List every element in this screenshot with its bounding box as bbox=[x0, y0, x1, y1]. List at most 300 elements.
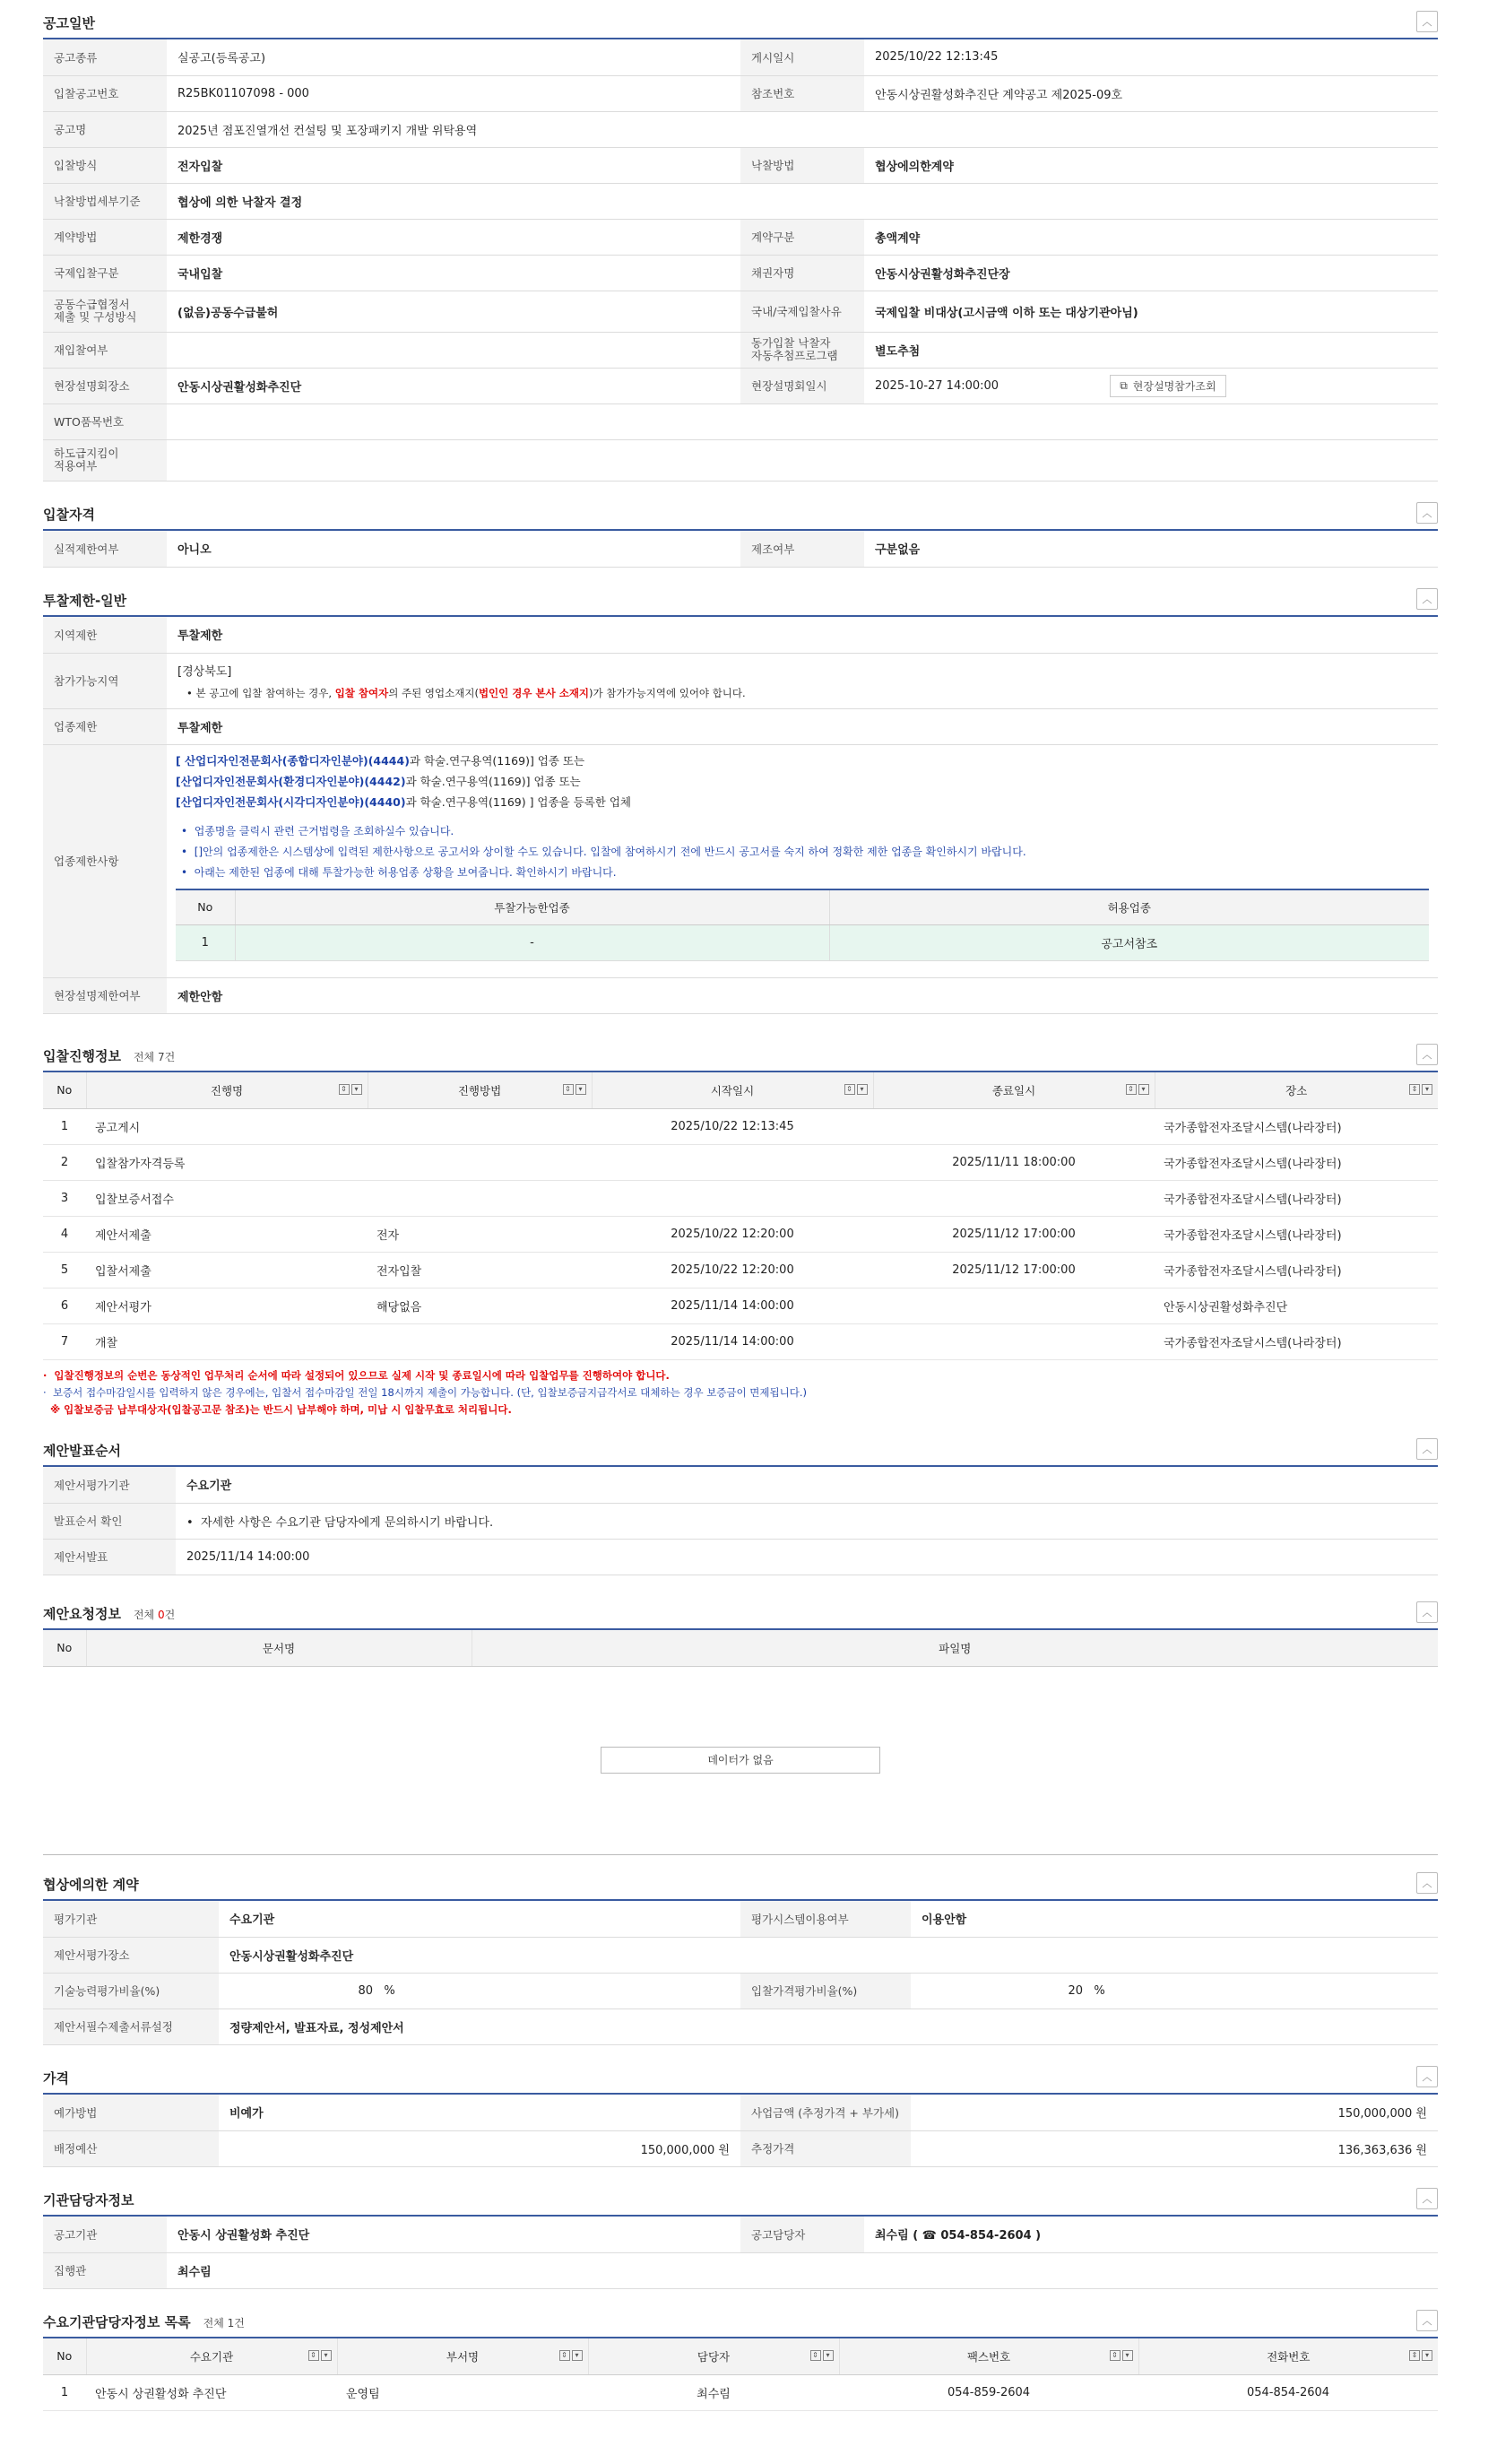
chevron-up-icon[interactable]: ︿ bbox=[1416, 1601, 1438, 1623]
sort-icon[interactable] bbox=[1409, 2350, 1432, 2361]
industry-link-1[interactable]: [ 산업디자인전문회사(종합디자인분야)(4444) bbox=[176, 753, 410, 768]
table-cell bbox=[368, 1108, 592, 1144]
column-header: No bbox=[43, 1630, 86, 1666]
label: 입찰공고번호 bbox=[43, 75, 167, 111]
table-cell: 2025/11/14 14:00:00 bbox=[592, 1288, 873, 1323]
column-header-label: 장소 bbox=[1285, 1083, 1308, 1098]
label: 제안서평가기관 bbox=[43, 1467, 176, 1503]
section-title-text: 수요기관담당자정보 목록 bbox=[43, 2314, 191, 2330]
value: 이용안함 bbox=[911, 1901, 1438, 1937]
column-header[interactable] bbox=[337, 2338, 588, 2374]
value: 수요기관 bbox=[176, 1467, 1438, 1503]
table-cell: 054-859-2604 bbox=[839, 2374, 1138, 2410]
industry-link-2[interactable]: [산업디자인전문회사(환경디자인분야)(4442) bbox=[176, 774, 406, 788]
column-header: 투찰가능한업종 bbox=[235, 889, 829, 925]
column-header-label: 팩스번호 bbox=[966, 2349, 1011, 2364]
column-header-label: 종료일시 bbox=[991, 1083, 1036, 1098]
column-header[interactable] bbox=[873, 1072, 1155, 1108]
record-count bbox=[134, 1609, 175, 1621]
label: 낙찰방법 bbox=[740, 147, 864, 183]
column-header-label: 전화번호 bbox=[1267, 2349, 1311, 2364]
column-header[interactable] bbox=[1138, 2338, 1438, 2374]
count-number: 0 bbox=[157, 1609, 165, 1621]
count-prefix: 전체 bbox=[133, 1609, 158, 1621]
filter-dropdown-icon[interactable]: ▾ bbox=[1422, 1084, 1432, 1095]
record-count: 전체 1건 bbox=[203, 2317, 245, 2330]
label: 참가가능지역 bbox=[43, 653, 167, 708]
column-header[interactable] bbox=[86, 2338, 337, 2374]
area-note bbox=[177, 686, 1427, 700]
section-title: 공고일반 bbox=[43, 15, 95, 31]
value: 2025/11/14 14:00:00 bbox=[176, 1539, 1438, 1575]
sort-icon[interactable] bbox=[559, 2350, 583, 2361]
sort-icon[interactable] bbox=[1409, 1084, 1432, 1095]
table-cell: 7 bbox=[43, 1323, 86, 1359]
value: 2025/10/22 12:13:45 bbox=[864, 39, 1438, 75]
column-header-label: 진행명 bbox=[210, 1083, 244, 1098]
table-cell bbox=[368, 1323, 592, 1359]
table-cell: 5 bbox=[43, 1252, 86, 1288]
sort-asc-icon[interactable]: ⇕ bbox=[1409, 1084, 1420, 1095]
note-item: · 보증서 접수마감일시를 입력하지 않은 경우에는, 입찰서 접수마감일 전일 18시까지 제출이 가능합니다. (단, 입찰보증금지급각서로 대체하는 경우 보증금이 면제됩니다.) bbox=[43, 1385, 807, 1399]
column-header bbox=[43, 1072, 86, 1108]
section-contact bbox=[43, 2188, 1438, 2289]
note-text: 보증서 접수마감일시를 입력하지 않은 경우에는, 입찰서 접수마감일 전일 18시까지 제출이 가능합니다. (단, 입찰보증금지급각서로 대체하는 경우 보증금이 면제됩니다.) bbox=[52, 1385, 807, 1399]
value bbox=[167, 653, 1438, 708]
table-cell: 6 bbox=[43, 1288, 86, 1323]
table-cell: 1 bbox=[43, 1108, 86, 1144]
chevron-up-icon[interactable]: ︿ bbox=[1416, 11, 1438, 32]
section-general bbox=[43, 11, 1438, 482]
external-link-icon: ⧉ bbox=[1120, 378, 1128, 392]
filter-dropdown-icon[interactable]: ▾ bbox=[857, 1084, 868, 1095]
filter-dropdown-icon[interactable]: ▾ bbox=[575, 1084, 586, 1095]
column-header: No bbox=[176, 889, 235, 925]
section-title: 기관담당자정보 bbox=[43, 2192, 134, 2208]
table-row bbox=[43, 1216, 1438, 1252]
value: 구분없음 bbox=[864, 531, 1438, 567]
label: 국내/국제입찰사유 bbox=[740, 291, 864, 332]
chevron-up-icon[interactable]: ︿ bbox=[1416, 1872, 1438, 1894]
label: 공고기관 bbox=[43, 2217, 167, 2252]
label: WTO품목번호 bbox=[43, 403, 167, 439]
price-table bbox=[43, 2095, 1438, 2167]
label: 참조번호 bbox=[740, 75, 864, 111]
table-cell: 안동시 상권활성화 추진단 bbox=[86, 2374, 337, 2410]
value: 수요기관 bbox=[219, 1901, 740, 1937]
note-item: ※ 입찰보증금 납부대상자(입찰공고문 참조)는 반드시 납부해야 하며, 미납 시 입찰무효로 처리됩니다. bbox=[50, 1402, 512, 1416]
section-demand bbox=[43, 2310, 1438, 2411]
contact-table bbox=[43, 2217, 1438, 2289]
value: 비예가 bbox=[219, 2095, 740, 2130]
filter-dropdown-icon[interactable]: ▾ bbox=[351, 1084, 362, 1095]
label: 낙찰방법세부기준 bbox=[43, 183, 167, 219]
value: 안동시상권활성화추진단 계약공고 제2025-09호 bbox=[864, 75, 1438, 111]
value bbox=[864, 368, 1438, 403]
column-header bbox=[43, 2338, 86, 2374]
section-title: 협상에의한 계약 bbox=[43, 1877, 139, 1893]
table-cell: 최수림 bbox=[588, 2374, 839, 2410]
label: 공동수급협정서 제출 및 구성방식 bbox=[43, 291, 167, 332]
section-title-text: 제안요청정보 bbox=[43, 1606, 121, 1622]
table-cell: 2025/11/11 18:00:00 bbox=[873, 1144, 1155, 1180]
count-suffix: 건 bbox=[164, 1609, 176, 1621]
cell: 1 bbox=[176, 925, 235, 961]
note-item: • 업종명을 클릭시 관련 근거법령을 조회하실수 있습니다. bbox=[181, 824, 454, 837]
column-header-label: 담당자 bbox=[697, 2349, 731, 2364]
value: 136,363,636 원 bbox=[911, 2130, 1438, 2166]
chevron-up-icon[interactable]: ︿ bbox=[1416, 1438, 1438, 1460]
table-cell bbox=[592, 1144, 873, 1180]
record-count: 전체 7건 bbox=[133, 1051, 176, 1063]
value bbox=[911, 1973, 1438, 2009]
section-price bbox=[43, 2066, 1438, 2167]
section-title: 투찰제한-일반 bbox=[43, 593, 127, 609]
column-header-label: 진행방법 bbox=[457, 1083, 502, 1098]
no-data-message: 데이터가 없음 bbox=[601, 1747, 880, 1774]
bid-limit-table bbox=[43, 617, 1438, 1014]
area-note-4: 법인인 경우 본사 소재지 bbox=[478, 686, 590, 699]
note-text: 입찰진행정보의 순번은 동상적인 업무처리 순서에 따라 설정되어 있으므로 실제 시작 및 종료일시에 따라 입찰업무를 진행하여야 합니다. bbox=[54, 1368, 670, 1382]
sort-asc-icon[interactable]: ⇕ bbox=[1409, 2350, 1420, 2361]
allowed-industry-table bbox=[176, 889, 1429, 962]
section-title-text: 입찰진행정보 bbox=[43, 1048, 121, 1064]
column-header[interactable] bbox=[1155, 1072, 1438, 1108]
table-cell: 2025/11/12 17:00:00 bbox=[873, 1252, 1155, 1288]
label: 채권자명 bbox=[740, 255, 864, 291]
column-header: 허용업종 bbox=[829, 889, 1429, 925]
label: 공고담당자 bbox=[740, 2217, 864, 2252]
negotiation-table bbox=[43, 1901, 1438, 2045]
table-cell bbox=[592, 1180, 873, 1216]
value: 국제입찰 비대상(고시금액 이하 또는 대상기관아님) bbox=[864, 291, 1438, 332]
section-title: 제안발표순서 bbox=[43, 1443, 121, 1459]
label: 제안서발표 bbox=[43, 1539, 176, 1575]
table-cell: 전자 bbox=[368, 1216, 592, 1252]
column-header[interactable] bbox=[839, 2338, 1138, 2374]
label: 추정가격 bbox=[740, 2130, 911, 2166]
section-title bbox=[43, 1604, 175, 1623]
table-cell bbox=[368, 1180, 592, 1216]
section-qualification bbox=[43, 502, 1438, 568]
value bbox=[167, 403, 1438, 439]
tech-ratio: 80 bbox=[358, 1983, 373, 1998]
table-cell: 해당없음 bbox=[368, 1288, 592, 1323]
value bbox=[219, 1973, 740, 2009]
chevron-up-icon[interactable]: ︿ bbox=[1416, 2310, 1438, 2331]
value: 실공고(등록공고) bbox=[167, 39, 740, 75]
value: • 자세한 사항은 수요기관 담당자에게 문의하시기 바랍니다. bbox=[176, 1503, 1438, 1539]
table-row bbox=[43, 1252, 1438, 1288]
value: 150,000,000 원 bbox=[219, 2130, 740, 2166]
label: 사업금액 (추정가격 + 부가세) bbox=[740, 2095, 911, 2130]
section-title: 입찰자격 bbox=[43, 507, 95, 523]
label: 예가방법 bbox=[43, 2095, 219, 2130]
sort-asc-icon[interactable]: ⇕ bbox=[563, 1084, 574, 1095]
note-item: • []안의 업종제한은 시스템상에 입력된 제한사항으로 공고서와 상이할 수도 있습니다. 입찰에 참여하시기 전에 반드시 공고서를 숙지 하여 정확한 제한 업종을 확인하시기 바랍니다. bbox=[181, 845, 1026, 858]
table-cell: 제안서제출 bbox=[86, 1216, 368, 1252]
value: 안동시 상권활성화 추진단 bbox=[167, 2217, 740, 2252]
section-title: 가격 bbox=[43, 2070, 69, 2087]
chevron-up-icon[interactable]: ︿ bbox=[1416, 502, 1438, 524]
value: 아니오 bbox=[167, 531, 740, 567]
value bbox=[167, 332, 740, 368]
value: 최수림 ( ☎ 054-854-2604 ) bbox=[864, 2217, 1438, 2252]
value: 정량제안서, 발표자료, 정성제안서 bbox=[219, 2009, 1438, 2044]
chevron-up-icon[interactable]: ︿ bbox=[1416, 2188, 1438, 2209]
column-header[interactable] bbox=[368, 1072, 592, 1108]
section-header bbox=[43, 1872, 1438, 1899]
table-cell: 2025/10/22 12:13:45 bbox=[592, 1108, 873, 1144]
table-cell: 4 bbox=[43, 1216, 86, 1252]
value: 제한경쟁 bbox=[167, 219, 740, 255]
value: 투찰제한 bbox=[167, 708, 1438, 744]
value: (없음)공동수급불허 bbox=[167, 291, 740, 332]
label: 하도급지킴이 적용여부 bbox=[43, 439, 167, 481]
label: 공고명 bbox=[43, 111, 167, 147]
value: 협상에의한계약 bbox=[864, 147, 1438, 183]
unit: % bbox=[1094, 1983, 1105, 1998]
label: 입찰가격평가비율(%) bbox=[740, 1973, 911, 2009]
table-cell: 입찰서제출 bbox=[86, 1252, 368, 1288]
table-cell: 국가종합전자조달시스템(나라장터) bbox=[1155, 1216, 1438, 1252]
sort-asc-icon[interactable]: ⇕ bbox=[339, 1084, 350, 1095]
value: 최수림 bbox=[167, 2252, 1438, 2288]
table-cell: 운영팀 bbox=[337, 2374, 588, 2410]
label: 계약방법 bbox=[43, 219, 167, 255]
sort-asc-icon[interactable]: ⇕ bbox=[1126, 1084, 1137, 1095]
table-cell: 054-854-2604 bbox=[1138, 2374, 1438, 2410]
table-cell bbox=[873, 1108, 1155, 1144]
column-header-label: No bbox=[56, 1083, 73, 1098]
value: 투찰제한 bbox=[167, 617, 1438, 653]
label: 국제입찰구분 bbox=[43, 255, 167, 291]
industry-line-2-rest: 과 학술.연구용역(1169)] 업종 또는 bbox=[405, 774, 581, 788]
value: 별도추첨 bbox=[864, 332, 1438, 368]
sort-icon[interactable] bbox=[1126, 1084, 1149, 1095]
filter-dropdown-icon[interactable]: ▾ bbox=[1138, 1084, 1149, 1095]
section-header bbox=[43, 1601, 1438, 1628]
table-cell: 국가종합전자조달시스템(나라장터) bbox=[1155, 1108, 1438, 1144]
label: 재입찰여부 bbox=[43, 332, 167, 368]
value: 150,000,000 원 bbox=[911, 2095, 1438, 2130]
label: 제안서필수제출서류설정 bbox=[43, 2009, 219, 2044]
table-cell: 안동시상권활성화추진단 bbox=[1155, 1288, 1438, 1323]
label: 현장설명제한여부 bbox=[43, 977, 167, 1013]
area-note-5: )가 참가가능지역에 있어야 합니다. bbox=[589, 686, 746, 699]
label: 업종제한 bbox=[43, 708, 167, 744]
label: 게시일시 bbox=[740, 39, 864, 75]
label: 입찰방식 bbox=[43, 147, 167, 183]
chevron-up-icon[interactable]: ︿ bbox=[1416, 2066, 1438, 2087]
value: 2025년 점포진열개선 컨설팅 및 포장패키지 개발 위탁용역 bbox=[167, 111, 1438, 147]
table-row bbox=[43, 1180, 1438, 1216]
filter-dropdown-icon[interactable]: ▾ bbox=[321, 2350, 332, 2361]
section-presentation bbox=[43, 1438, 1438, 1575]
label: 계약구분 bbox=[740, 219, 864, 255]
table-cell bbox=[873, 1180, 1155, 1216]
section-negotiation bbox=[43, 1872, 1438, 2045]
section-title bbox=[43, 1046, 175, 1065]
industry-line-2 bbox=[176, 771, 1429, 792]
table-cell: 개찰 bbox=[86, 1323, 368, 1359]
label: 평가기관 bbox=[43, 1901, 219, 1937]
qualification-table bbox=[43, 531, 1438, 568]
industry-line-1 bbox=[176, 750, 1429, 771]
area-note-3: 의 주된 영업소재지( bbox=[388, 686, 479, 699]
value: R25BK01107098 - 000 bbox=[167, 75, 740, 111]
table-row bbox=[43, 1323, 1438, 1359]
label: 평가시스템이용여부 bbox=[740, 1901, 911, 1937]
site-briefing-lookup-label: 현장설명참가조회 bbox=[1132, 379, 1216, 393]
section-header bbox=[43, 588, 1438, 615]
value: 협상에 의한 낙찰자 결정 bbox=[167, 183, 1438, 219]
cell: - bbox=[235, 925, 829, 961]
filter-dropdown-icon[interactable]: ▾ bbox=[1422, 2350, 1432, 2361]
section-progress bbox=[43, 1044, 1438, 1419]
note-text: 업종명을 클릭시 관련 근거법령을 조회하실수 있습니다. bbox=[194, 824, 454, 837]
column-header-label: No bbox=[56, 2349, 73, 2364]
table-cell bbox=[368, 1144, 592, 1180]
label: 업종제한사항 bbox=[43, 744, 167, 977]
progress-table bbox=[43, 1072, 1438, 1360]
column-header[interactable] bbox=[86, 1072, 368, 1108]
section-header bbox=[43, 2310, 1438, 2337]
section-request bbox=[43, 1601, 1438, 1861]
value: 안동시상권활성화추진단 bbox=[219, 1937, 1438, 1973]
sort-asc-icon[interactable]: ⇕ bbox=[308, 2350, 319, 2361]
table-row bbox=[43, 2374, 1438, 2410]
chevron-up-icon[interactable]: ︿ bbox=[1416, 588, 1438, 610]
value: 안동시상권활성화추진단 bbox=[167, 368, 740, 403]
section-header bbox=[43, 2188, 1438, 2215]
sort-asc-icon[interactable]: ⇕ bbox=[1110, 2350, 1121, 2361]
value-text: 자세한 사항은 수요기관 담당자에게 문의하시기 바랍니다. bbox=[200, 1515, 494, 1530]
column-header: 파일명 bbox=[472, 1630, 1438, 1666]
table-cell bbox=[873, 1323, 1155, 1359]
section-bid-limit bbox=[43, 588, 1438, 1014]
area-tag: [경상북도] bbox=[177, 664, 232, 679]
sort-asc-icon[interactable]: ⇕ bbox=[844, 1084, 855, 1095]
column-header: 문서명 bbox=[86, 1630, 472, 1666]
table-cell bbox=[873, 1288, 1155, 1323]
industry-line-1-rest: 과 학술.연구용역(1169)] 업종 또는 bbox=[409, 753, 585, 768]
column-header[interactable] bbox=[592, 1072, 873, 1108]
sort-icon[interactable] bbox=[339, 1084, 362, 1095]
label: 제조여부 bbox=[740, 531, 864, 567]
section-header bbox=[43, 502, 1438, 529]
label: 현장설명회일시 bbox=[740, 368, 864, 403]
value bbox=[167, 439, 1438, 481]
divider bbox=[43, 1854, 1438, 1855]
progress-notes bbox=[43, 1367, 1438, 1419]
unit: % bbox=[384, 1983, 395, 1998]
sort-icon[interactable] bbox=[308, 2350, 332, 2361]
label: 집행관 bbox=[43, 2252, 167, 2288]
sort-icon[interactable] bbox=[810, 2350, 834, 2361]
cell: 공고서참조 bbox=[829, 925, 1429, 961]
table-cell: 입찰보증서접수 bbox=[86, 1180, 368, 1216]
column-header-label: 수요기관 bbox=[189, 2349, 234, 2364]
bullet: • bbox=[186, 686, 196, 699]
sort-asc-icon[interactable]: ⇕ bbox=[559, 2350, 570, 2361]
table-cell: 2025/11/14 14:00:00 bbox=[592, 1323, 873, 1359]
industry-lines bbox=[176, 750, 1429, 812]
column-header[interactable] bbox=[588, 2338, 839, 2374]
label: 배정예산 bbox=[43, 2130, 219, 2166]
table-cell: 3 bbox=[43, 1180, 86, 1216]
filter-dropdown-icon[interactable]: ▾ bbox=[572, 2350, 583, 2361]
sort-asc-icon[interactable]: ⇕ bbox=[810, 2350, 821, 2361]
presentation-table bbox=[43, 1467, 1438, 1575]
label: 발표순서 확인 bbox=[43, 1503, 176, 1539]
note-item: • 아래는 제한된 업종에 대해 투찰가능한 허용업종 상황을 보여줍니다. 확인하시기 바랍니다. bbox=[181, 865, 617, 879]
column-header-label: 시작일시 bbox=[710, 1083, 755, 1098]
filter-dropdown-icon[interactable]: ▾ bbox=[1122, 2350, 1133, 2361]
label: 동가입찰 낙찰자 자동추첨프로그램 bbox=[740, 332, 864, 368]
area-note-2: 입찰 참여자 bbox=[334, 686, 389, 699]
sort-icon[interactable] bbox=[844, 1084, 868, 1095]
industry-link-3[interactable]: [산업디자인전문회사(시각디자인분야)(4440) bbox=[176, 794, 406, 809]
label: 제안서평가장소 bbox=[43, 1937, 219, 1973]
demand-table bbox=[43, 2338, 1438, 2411]
area-note-1: 본 공고에 입찰 참여하는 경우, bbox=[195, 686, 335, 699]
label: 실적제한여부 bbox=[43, 531, 167, 567]
sort-icon[interactable] bbox=[1110, 2350, 1133, 2361]
table-row bbox=[43, 1108, 1438, 1144]
table-cell: 2025/10/22 12:20:00 bbox=[592, 1252, 873, 1288]
table-row bbox=[43, 1144, 1438, 1180]
industry-line-3-rest: 과 학술.연구용역(1169) ] 업종을 등록한 업체 bbox=[405, 794, 631, 809]
note-item: · 입찰진행정보의 순번은 동상적인 업무처리 순서에 따라 설정되어 있으므로 실제 시작 및 종료일시에 따라 입찰업무를 진행하여야 합니다. bbox=[43, 1368, 670, 1382]
table-cell: 공고게시 bbox=[86, 1108, 368, 1144]
sort-icon[interactable] bbox=[563, 1084, 586, 1095]
general-table bbox=[43, 39, 1438, 482]
label: 지역제한 bbox=[43, 617, 167, 653]
table-cell: 국가종합전자조달시스템(나라장터) bbox=[1155, 1323, 1438, 1359]
value: 국내입찰 bbox=[167, 255, 740, 291]
table-cell: 2 bbox=[43, 1144, 86, 1180]
section-header bbox=[43, 1438, 1438, 1465]
value: 안동시상권활성화추진단장 bbox=[864, 255, 1438, 291]
value: 총액계약 bbox=[864, 219, 1438, 255]
industry-line-3 bbox=[176, 792, 1429, 812]
table-cell: 2025/11/12 17:00:00 bbox=[873, 1216, 1155, 1252]
section-header bbox=[43, 2066, 1438, 2093]
table-cell: 입찰참가자격등록 bbox=[86, 1144, 368, 1180]
table-cell: 국가종합전자조달시스템(나라장터) bbox=[1155, 1180, 1438, 1216]
table-cell: 1 bbox=[43, 2374, 86, 2410]
site-briefing-lookup-button[interactable] bbox=[1110, 375, 1225, 397]
note-text: 아래는 제한된 업종에 대해 투찰가능한 허용업종 상황을 보여줍니다. 확인하시기 바랍니다. bbox=[194, 865, 617, 879]
table-cell: 2025/10/22 12:20:00 bbox=[592, 1216, 873, 1252]
note-text: []안의 업종제한은 시스템상에 입력된 제한사항으로 공고서와 상이할 수도 있습니다. 입찰에 참여하시기 전에 반드시 공고서를 숙지 하여 정확한 제한 업종을 확인하시기 바랍니다. bbox=[194, 845, 1026, 858]
column-header-label: 부서명 bbox=[446, 2349, 480, 2364]
section-title bbox=[43, 2312, 245, 2331]
industry-notes bbox=[176, 821, 1429, 883]
table-cell: 전자입찰 bbox=[368, 1252, 592, 1288]
filter-dropdown-icon[interactable]: ▾ bbox=[823, 2350, 834, 2361]
table-row bbox=[43, 1288, 1438, 1323]
value bbox=[167, 744, 1438, 977]
label: 공고종류 bbox=[43, 39, 167, 75]
request-table bbox=[43, 1630, 1438, 1667]
label: 기술능력평가비율(%) bbox=[43, 1973, 219, 2009]
price-ratio: 20 bbox=[1068, 1983, 1083, 1998]
table-row bbox=[176, 925, 1429, 961]
chevron-up-icon[interactable]: ︿ bbox=[1416, 1044, 1438, 1065]
section-header bbox=[43, 1044, 1438, 1071]
